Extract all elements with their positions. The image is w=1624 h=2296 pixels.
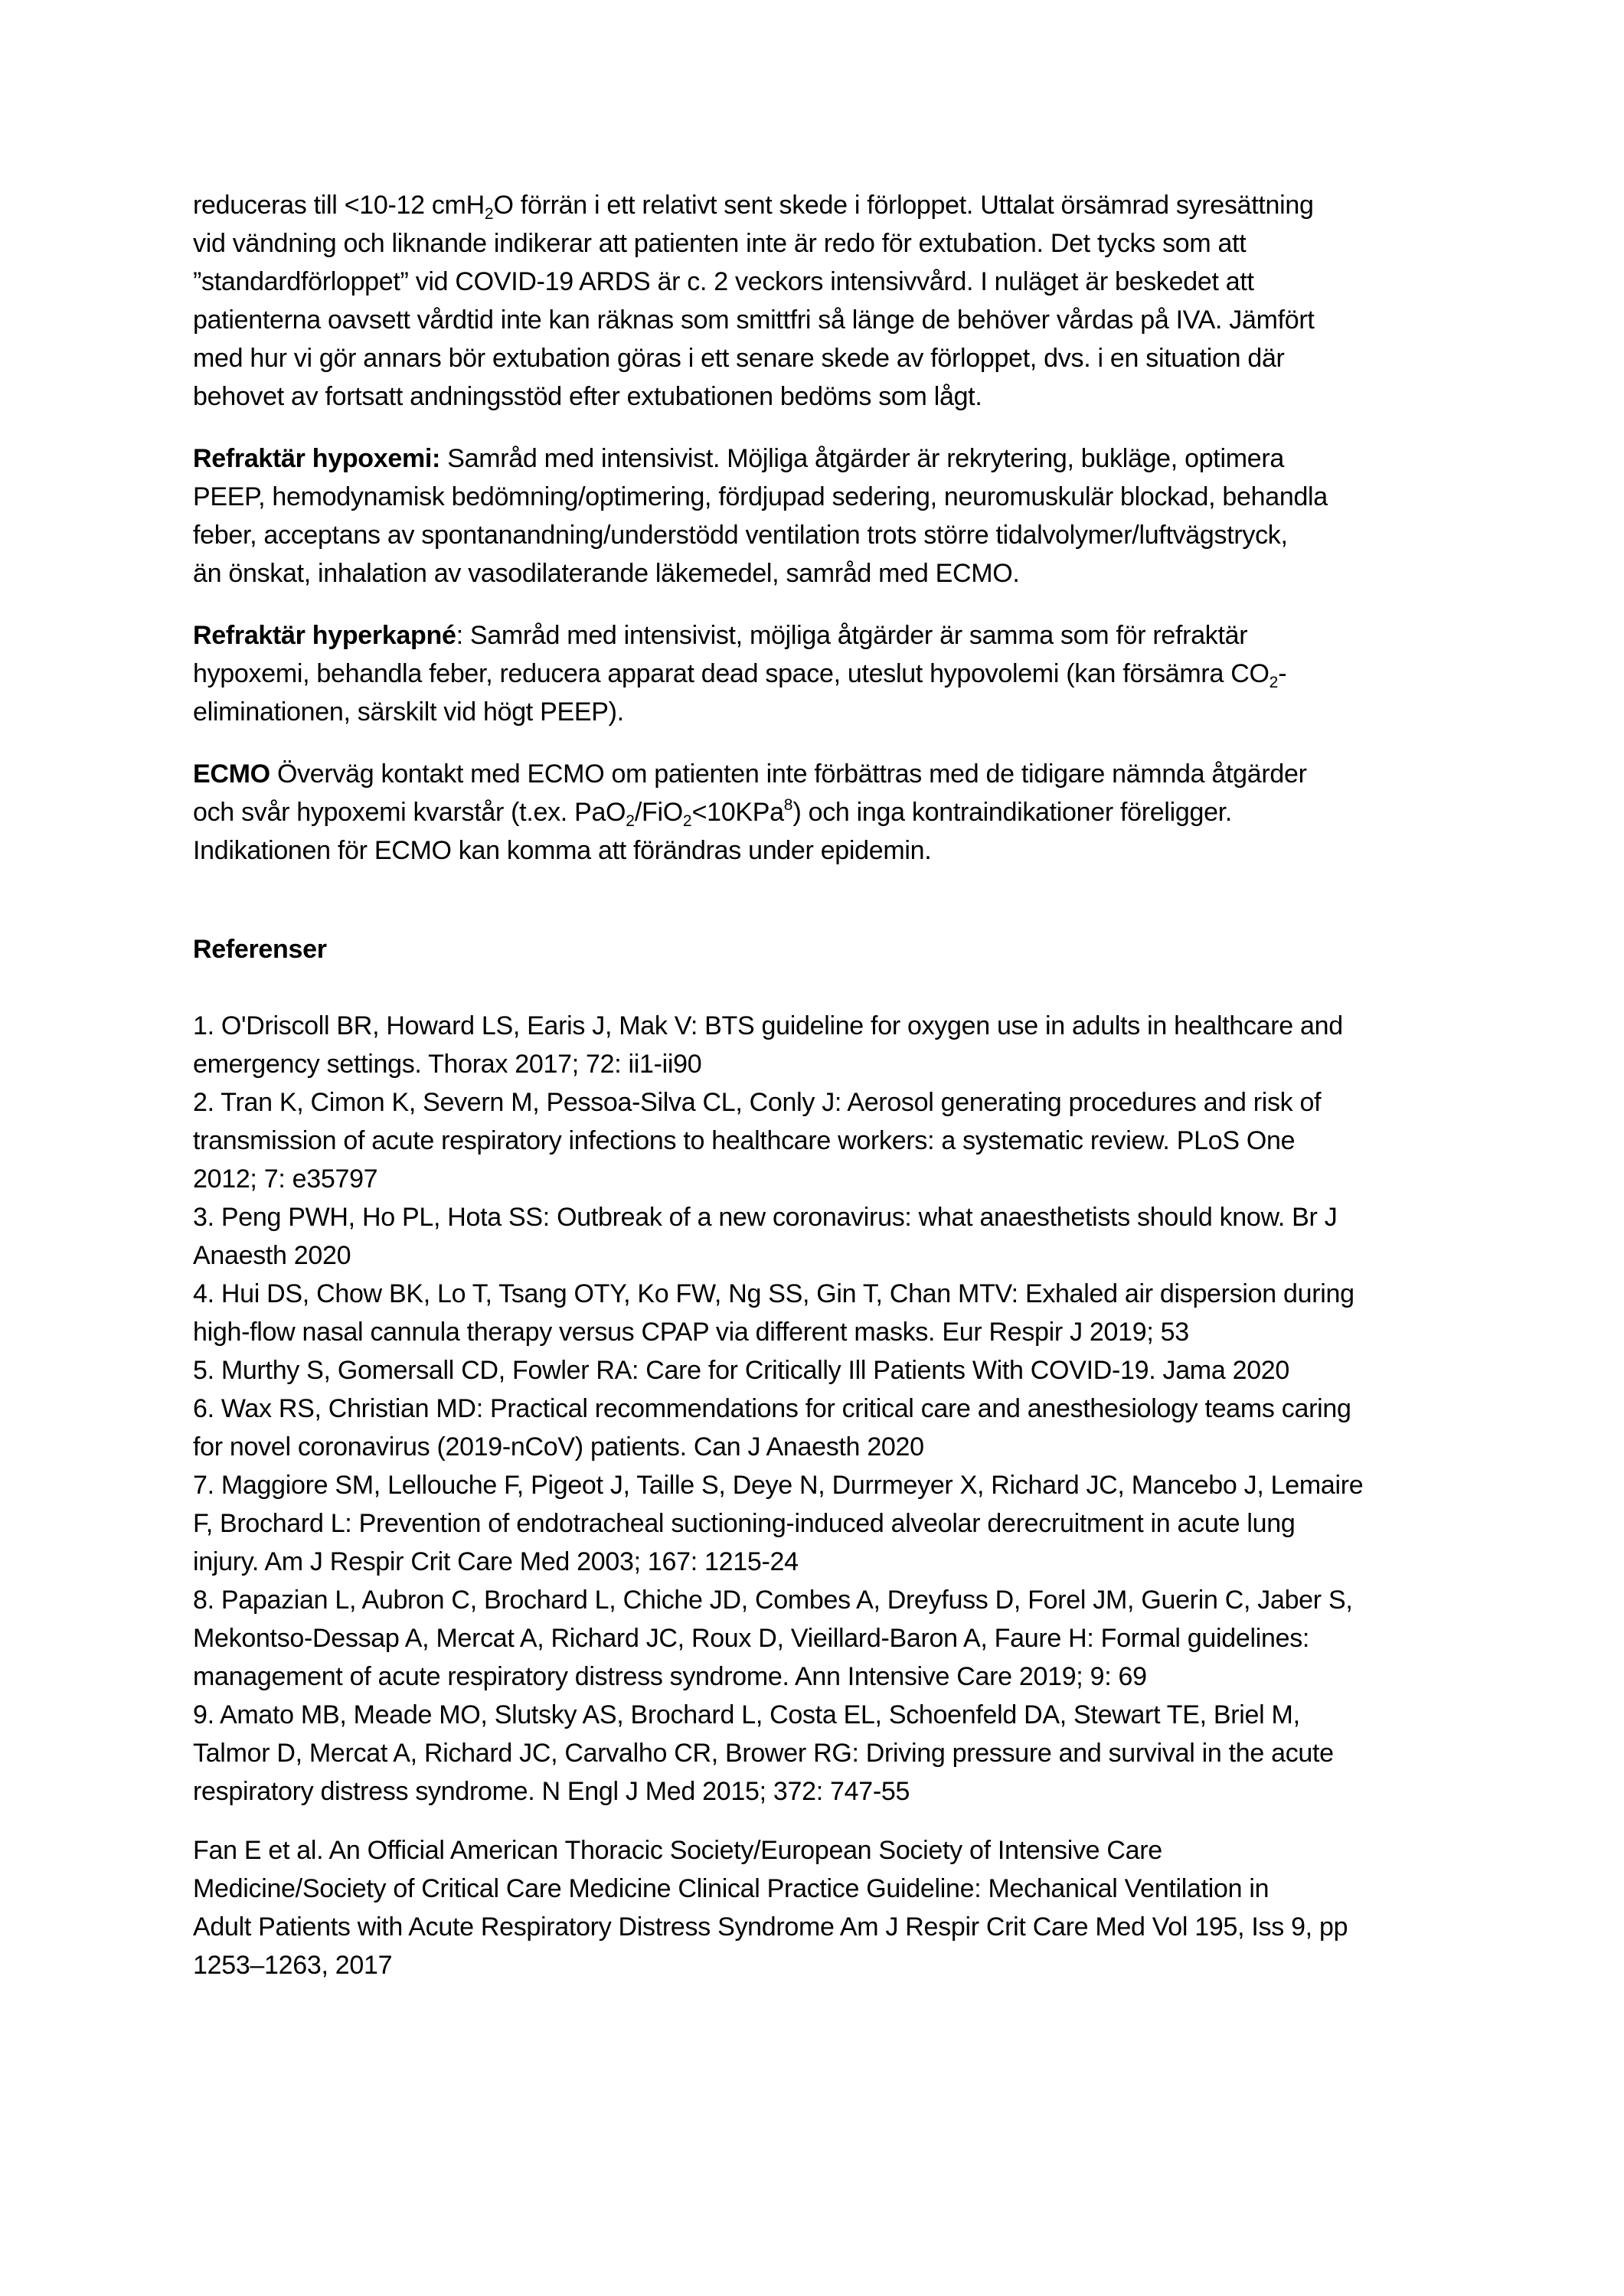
text-line bbox=[193, 655, 1487, 693]
text-run: Medicine/Society of Critical Care Medicine Clinical Practice Guideline: Mechanical Ventilation in bbox=[193, 1874, 1269, 1903]
text-run: respiratory distress syndrome. N Engl J Med 2015; 372: 747-55 bbox=[193, 1777, 910, 1806]
text-line bbox=[193, 831, 1487, 870]
reference-line bbox=[193, 1198, 1487, 1236]
text-run: ) och inga kontraindikationer föreligger. bbox=[792, 798, 1233, 827]
body-paragraph bbox=[193, 616, 1487, 731]
text-run: O förrän i ett relativt sent skede i förloppet. Uttalat örsämrad syresättning bbox=[493, 191, 1314, 220]
text-run: /FiO bbox=[634, 798, 683, 827]
text-run: och svår hypoxemi kvarstår (t.ex. PaO bbox=[193, 798, 626, 827]
text-run: feber, acceptans av spontanandning/understödd ventilation trots större tidalvolymer/luftvägstryck, bbox=[193, 521, 1288, 550]
subscript-run: 2 bbox=[1269, 674, 1279, 691]
text-run: PEEP, hemodynamisk bedömning/optimering, fördjupad sedering, neuromuskulär blockad, behandla bbox=[193, 482, 1328, 511]
text-line bbox=[193, 224, 1487, 263]
reference-line bbox=[193, 1543, 1487, 1581]
reference-list bbox=[193, 1007, 1487, 1811]
text-run: reduceras till <10-12 cmH bbox=[193, 191, 485, 220]
text-run: 2. Tran K, Cimon K, Severn M, Pessoa-Silva CL, Conly J: Aerosol generating procedures and risk of bbox=[193, 1088, 1322, 1117]
text-line bbox=[193, 1946, 1487, 1984]
text-run: 3. Peng PWH, Ho PL, Hota SS: Outbreak of a new coronavirus: what anaesthetists should know. Br J bbox=[193, 1203, 1338, 1232]
body-paragraph bbox=[193, 186, 1487, 416]
text-run: emergency settings. Thorax 2017; 72: ii1-ii90 bbox=[193, 1050, 702, 1079]
text-line bbox=[193, 1831, 1487, 1870]
text-run: Mekontso-Dessap A, Mercat A, Richard JC, Roux D, Vieillard-Baron A, Faure H: Formal guidelines: bbox=[193, 1624, 1310, 1653]
closing-citation bbox=[193, 1831, 1487, 1984]
reference-line bbox=[193, 1581, 1487, 1619]
text-line bbox=[193, 301, 1487, 339]
subscript-run: 2 bbox=[682, 812, 692, 830]
reference-line bbox=[193, 1657, 1487, 1696]
reference-line bbox=[193, 1619, 1487, 1657]
text-run: 2012; 7: e35797 bbox=[193, 1164, 378, 1194]
text-run: 4. Hui DS, Chow BK, Lo T, Tsang OTY, Ko FW, Ng SS, Gin T, Chan MTV: Exhaled air dispersion during bbox=[193, 1279, 1354, 1308]
body-paragraph bbox=[193, 755, 1487, 870]
reference-line bbox=[193, 1160, 1487, 1198]
text-line bbox=[193, 186, 1487, 224]
text-line bbox=[193, 439, 1487, 478]
text-run: : Samråd med intensivist, möjliga åtgärder är samma som för refraktär bbox=[456, 621, 1248, 650]
reference-line bbox=[193, 1236, 1487, 1275]
reference-line bbox=[193, 1122, 1487, 1160]
text-run: high-flow nasal cannula therapy versus CPAP via different masks. Eur Respir J 2019; 53 bbox=[193, 1318, 1189, 1347]
text-run: än önskat, inhalation av vasodilaterande läkemedel, samråd med ECMO. bbox=[193, 559, 1020, 588]
text-run: eliminationen, särskilt vid högt PEEP). bbox=[193, 697, 624, 727]
text-line bbox=[193, 793, 1487, 831]
text-run: - bbox=[1278, 659, 1287, 688]
text-run: <10KPa bbox=[691, 798, 784, 827]
text-run: Anaesth 2020 bbox=[193, 1241, 351, 1270]
text-run: for novel coronavirus (2019-nCoV) patients. Can J Anaesth 2020 bbox=[193, 1432, 924, 1462]
text-run: patienterna oavsett vårdtid inte kan räknas som smittfri så länge de behöver vårdas på IVA. Jämfört bbox=[193, 305, 1315, 335]
reference-line bbox=[193, 1045, 1487, 1083]
subscript-run: 2 bbox=[484, 205, 494, 223]
reference-line bbox=[193, 1083, 1487, 1122]
text-run: 6. Wax RS, Christian MD: Practical recommendations for critical care and anesthesiology teams caring bbox=[193, 1394, 1351, 1423]
text-line bbox=[193, 616, 1487, 655]
text-line bbox=[193, 693, 1487, 731]
reference-line bbox=[193, 1390, 1487, 1428]
text-line bbox=[193, 554, 1487, 593]
bold-run: Refraktär hyperkapné bbox=[193, 621, 456, 650]
subscript-run: 2 bbox=[626, 812, 635, 830]
text-run: Referenser bbox=[193, 935, 327, 964]
text-line bbox=[193, 377, 1487, 416]
text-run: 8. Papazian L, Aubron C, Brochard L, Chiche JD, Combes A, Dreyfuss D, Forel JM, Guerin C, Jaber S, bbox=[193, 1586, 1353, 1615]
text-run: F, Brochard L: Prevention of endotracheal suctioning-induced alveolar derecruitment in acute lung bbox=[193, 1509, 1296, 1538]
reference-line bbox=[193, 1772, 1487, 1811]
reference-line bbox=[193, 1504, 1487, 1543]
text-run: Indikationen för ECMO kan komma att förändras under epidemin. bbox=[193, 836, 932, 865]
text-run: Överväg kontakt med ECMO om patienten inte förbättras med de tidigare nämnda åtgärder bbox=[270, 759, 1307, 789]
text-run: 7. Maggiore SM, Lellouche F, Pigeot J, Taille S, Deye N, Durrmeyer X, Richard JC, Mancebo J, Lemaire bbox=[193, 1471, 1364, 1500]
text-line bbox=[193, 516, 1487, 554]
text-run: med hur vi gör annars bör extubation göras i ett senare skede av förloppet, dvs. i en situation där bbox=[193, 344, 1285, 373]
reference-line bbox=[193, 1428, 1487, 1466]
text-run: Talmor D, Mercat A, Richard JC, Carvalho CR, Brower RG: Driving pressure and survival in the acute bbox=[193, 1739, 1334, 1768]
text-run: transmission of acute respiratory infections to healthcare workers: a systematic review. PLoS One bbox=[193, 1126, 1296, 1155]
text-line bbox=[193, 755, 1487, 793]
reference-line bbox=[193, 1313, 1487, 1351]
body-paragraph bbox=[193, 439, 1487, 593]
reference-line bbox=[193, 1275, 1487, 1313]
text-run: 9. Amato MB, Meade MO, Slutsky AS, Brochard L, Costa EL, Schoenfeld DA, Stewart TE, Briel M, bbox=[193, 1700, 1300, 1729]
section-heading-referenser bbox=[193, 930, 1487, 968]
text-run: ”standardförloppet” vid COVID-19 ARDS är c. 2 veckors intensivvård. I nuläget är beskedet att bbox=[193, 267, 1254, 296]
text-run: Adult Patients with Acute Respiratory Distress Syndrome Am J Respir Crit Care Med Vol 195, Iss 9, pp bbox=[193, 1912, 1348, 1942]
reference-line bbox=[193, 1351, 1487, 1390]
text-run: Samråd med intensivist. Möjliga åtgärder är rekrytering, bukläge, optimera bbox=[440, 444, 1284, 473]
reference-line bbox=[193, 1696, 1487, 1734]
text-line bbox=[193, 339, 1487, 377]
text-run: 1253–1263, 2017 bbox=[193, 1951, 393, 1980]
text-line bbox=[193, 1870, 1487, 1908]
document-content bbox=[193, 186, 1487, 1984]
reference-line bbox=[193, 1007, 1487, 1045]
text-run: injury. Am J Respir Crit Care Med 2003; 167: 1215-24 bbox=[193, 1547, 799, 1576]
text-line bbox=[193, 930, 1487, 968]
bold-run: ECMO bbox=[193, 759, 270, 789]
text-run: Fan E et al. An Official American Thoracic Society/European Society of Intensive Care bbox=[193, 1836, 1162, 1865]
text-run: 5. Murthy S, Gomersall CD, Fowler RA: Care for Critically Ill Patients With COVID-19. Jama 2020 bbox=[193, 1356, 1290, 1385]
bold-run: Refraktär hypoxemi: bbox=[193, 444, 441, 473]
text-line bbox=[193, 263, 1487, 301]
text-run: hypoxemi, behandla feber, reducera apparat dead space, uteslut hypovolemi (kan försämra CO bbox=[193, 659, 1269, 688]
reference-line bbox=[193, 1466, 1487, 1504]
reference-line bbox=[193, 1734, 1487, 1772]
text-run: 1. O'Driscoll BR, Howard LS, Earis J, Mak V: BTS guideline for oxygen use in adults in healthcare and bbox=[193, 1011, 1343, 1040]
text-line bbox=[193, 478, 1487, 516]
superscript-run: 8 bbox=[783, 796, 793, 814]
text-run: vid vändning och liknande indikerar att patienten inte är redo för extubation. Det tycks som att bbox=[193, 229, 1247, 258]
text-run: behovet av fortsatt andningsstöd efter extubationen bedöms som lågt. bbox=[193, 382, 982, 411]
text-run: management of acute respiratory distress syndrome. Ann Intensive Care 2019; 9: 69 bbox=[193, 1662, 1147, 1691]
text-line bbox=[193, 1908, 1487, 1946]
